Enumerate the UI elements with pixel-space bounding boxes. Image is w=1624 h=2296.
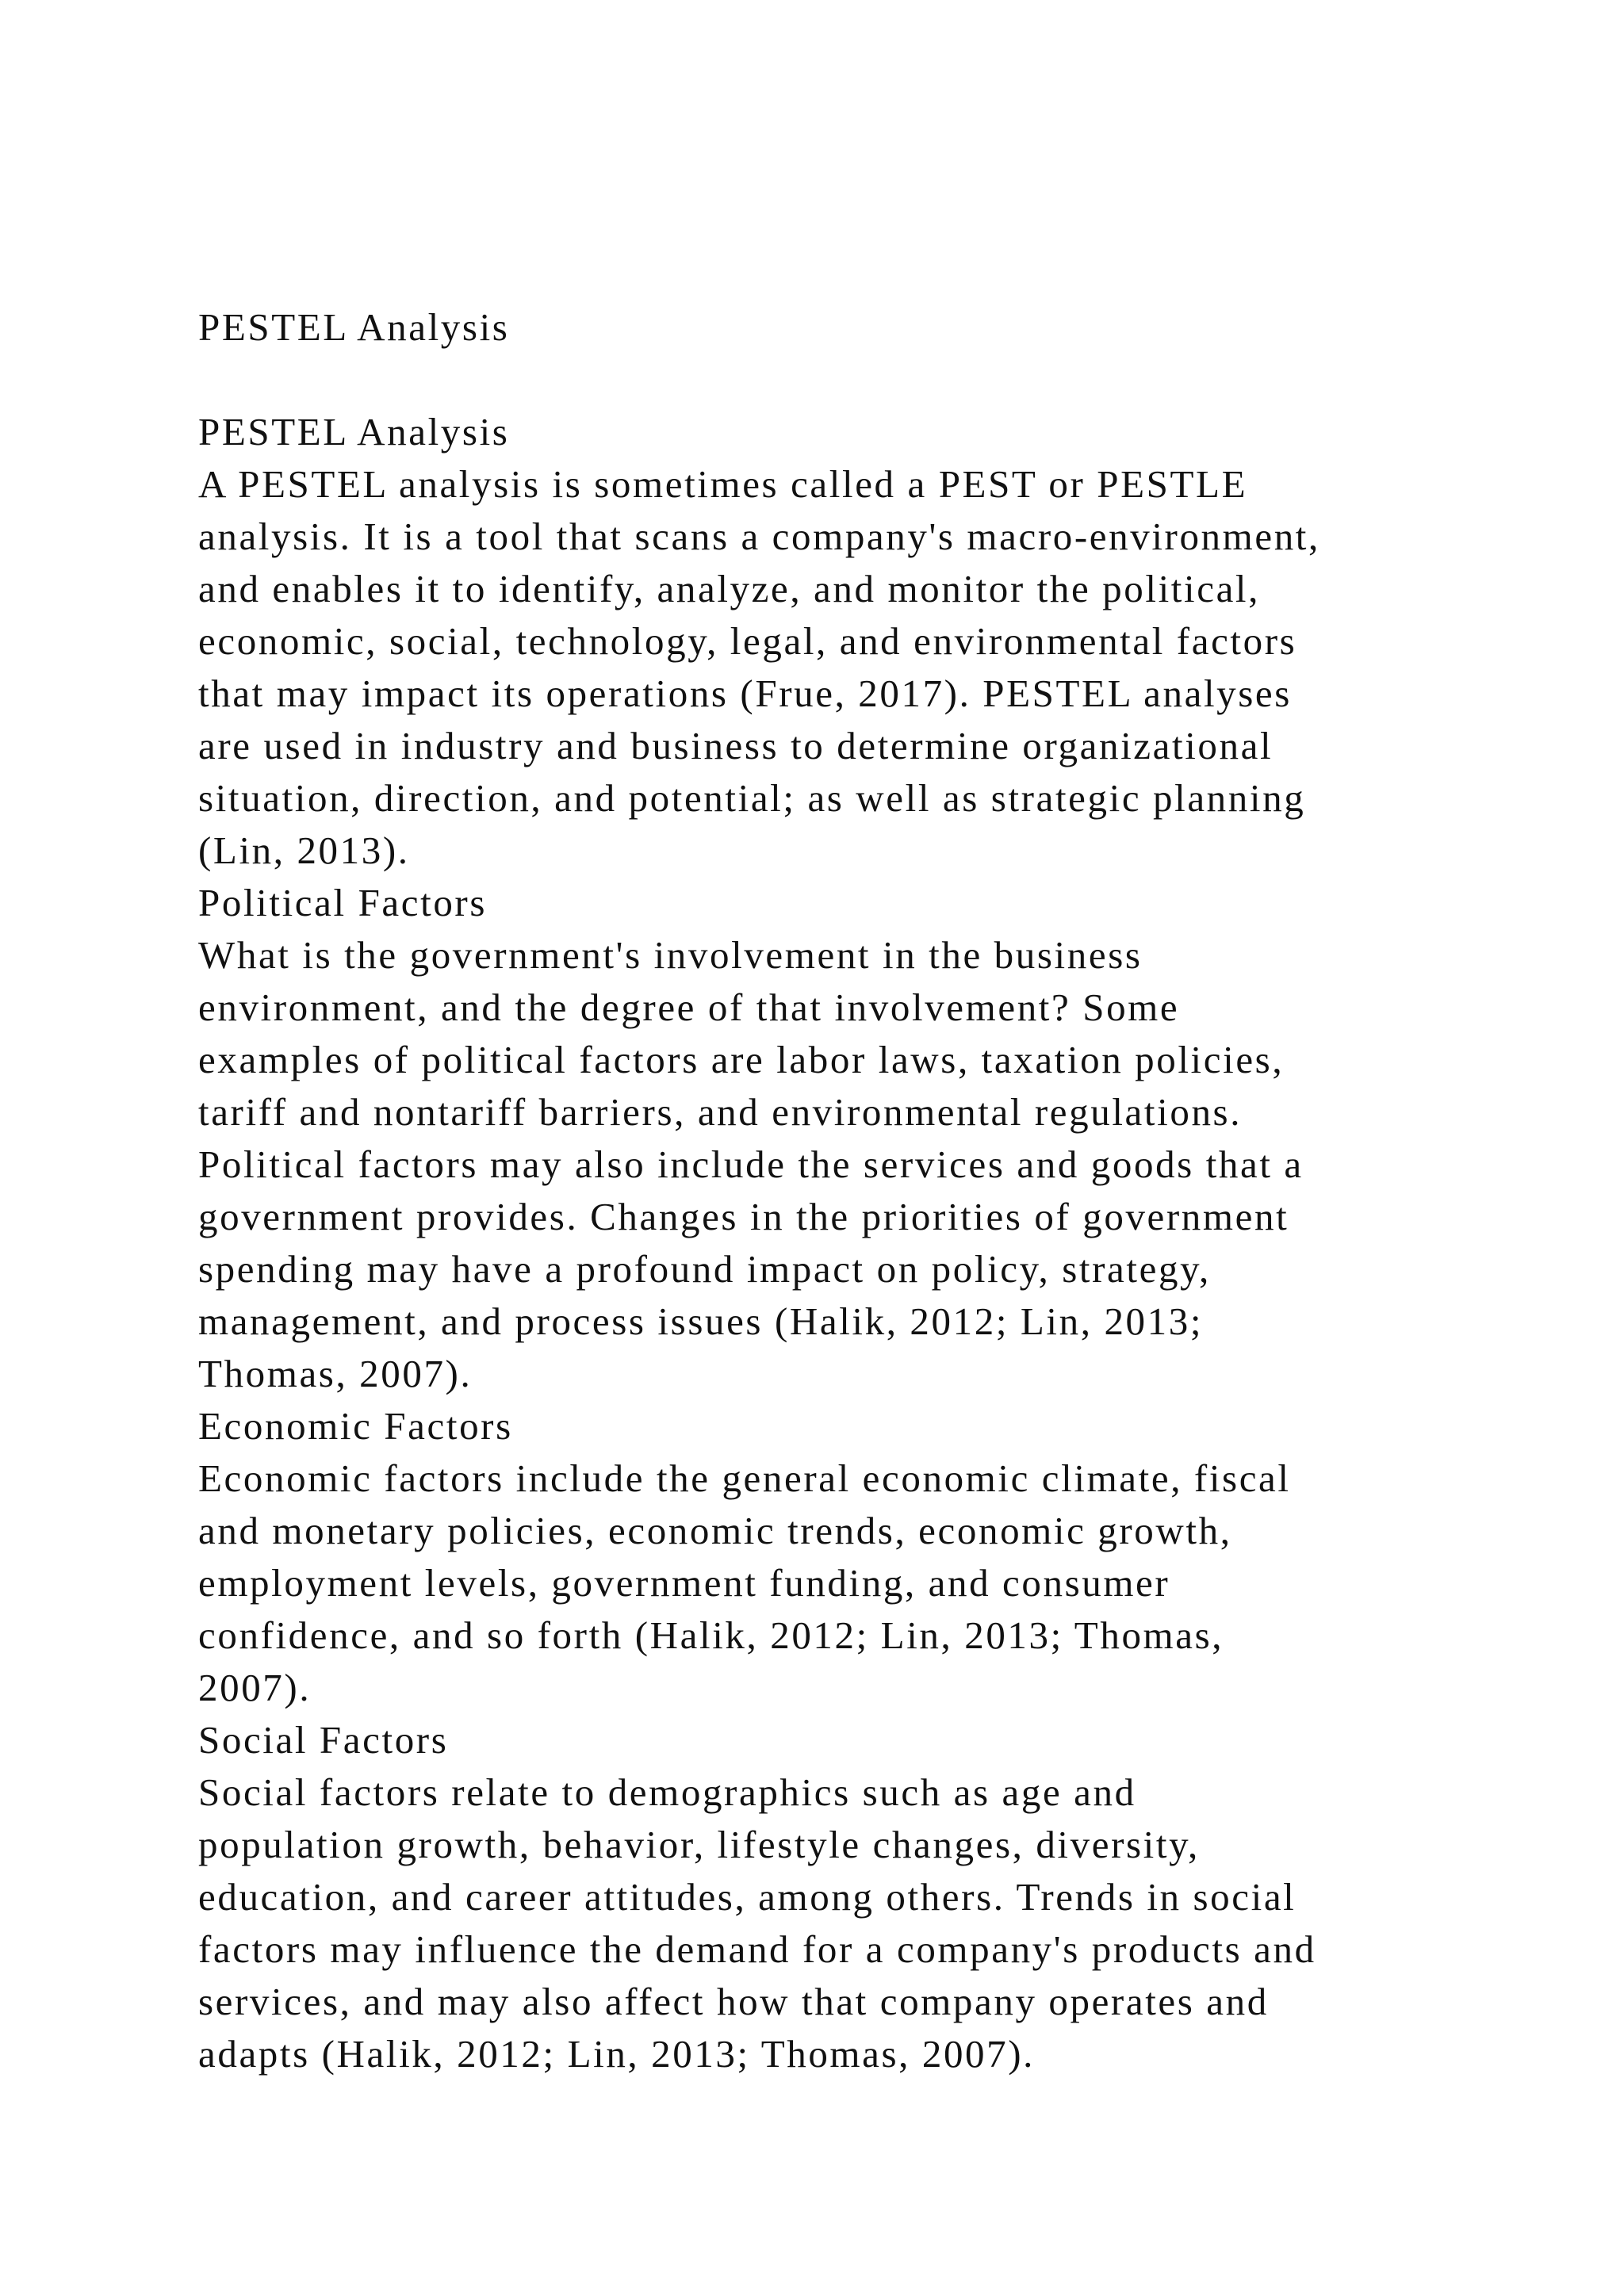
political-line: Thomas, 2007). (198, 1352, 473, 1395)
political-line: spending may have a profound impact on policy, strategy, (198, 1247, 1211, 1291)
intro-line: economic, social, technology, legal, and environmental factors (198, 619, 1297, 663)
social-factors-heading: Social Factors (198, 1718, 449, 1762)
social-line: factors may influence the demand for a company's products and (198, 1927, 1316, 1971)
economic-line: employment levels, government funding, and consumer (198, 1561, 1170, 1605)
economic-factors-heading: Economic Factors (198, 1404, 513, 1448)
political-line: government provides. Changes in the priorities of government (198, 1195, 1289, 1238)
social-line: population growth, behavior, lifestyle changes, diversity, (198, 1823, 1200, 1866)
political-line: tariff and nontariff barriers, and environmental regulations. (198, 1090, 1243, 1134)
section-title: PESTEL Analysis (198, 410, 510, 453)
political-line: Political factors may also include the services and goods that a (198, 1142, 1304, 1186)
intro-line: situation, direction, and potential; as well as strategic planning (198, 776, 1306, 820)
intro-line: analysis. It is a tool that scans a company's macro-environment, (198, 515, 1320, 558)
political-factors-heading: Political Factors (198, 881, 488, 924)
intro-line: that may impact its operations (Frue, 2017). PESTEL analyses (198, 672, 1292, 715)
social-line: services, and may also affect how that company operates and (198, 1980, 1269, 2023)
social-line: Social factors relate to demographics such as age and (198, 1770, 1136, 1814)
political-line: examples of political factors are labor laws, taxation policies, (198, 1038, 1285, 1081)
intro-line: and enables it to identify, analyze, and monitor the political, (198, 567, 1260, 610)
page-title: PESTEL Analysis (198, 305, 510, 349)
social-line: adapts (Halik, 2012; Lin, 2013; Thomas, 2007). (198, 2032, 1036, 2076)
intro-line: (Lin, 2013). (198, 828, 410, 872)
political-line: management, and process issues (Halik, 2012; Lin, 2013; (198, 1299, 1204, 1343)
political-line: What is the government's involvement in the business (198, 933, 1143, 977)
economic-line: Economic factors include the general economic climate, fiscal (198, 1456, 1291, 1500)
economic-line: 2007). (198, 1666, 312, 1709)
social-line: education, and career attitudes, among others. Trends in social (198, 1875, 1297, 1919)
document-body (198, 301, 1507, 2080)
intro-line: are used in industry and business to determine organizational (198, 724, 1274, 767)
intro-line: A PESTEL analysis is sometimes called a PEST or PESTLE (198, 462, 1248, 506)
political-line: environment, and the degree of that involvement? Some (198, 985, 1180, 1029)
economic-line: and monetary policies, economic trends, economic growth, (198, 1509, 1232, 1552)
economic-line: confidence, and so forth (Halik, 2012; Lin, 2013; Thomas, (198, 1613, 1224, 1657)
